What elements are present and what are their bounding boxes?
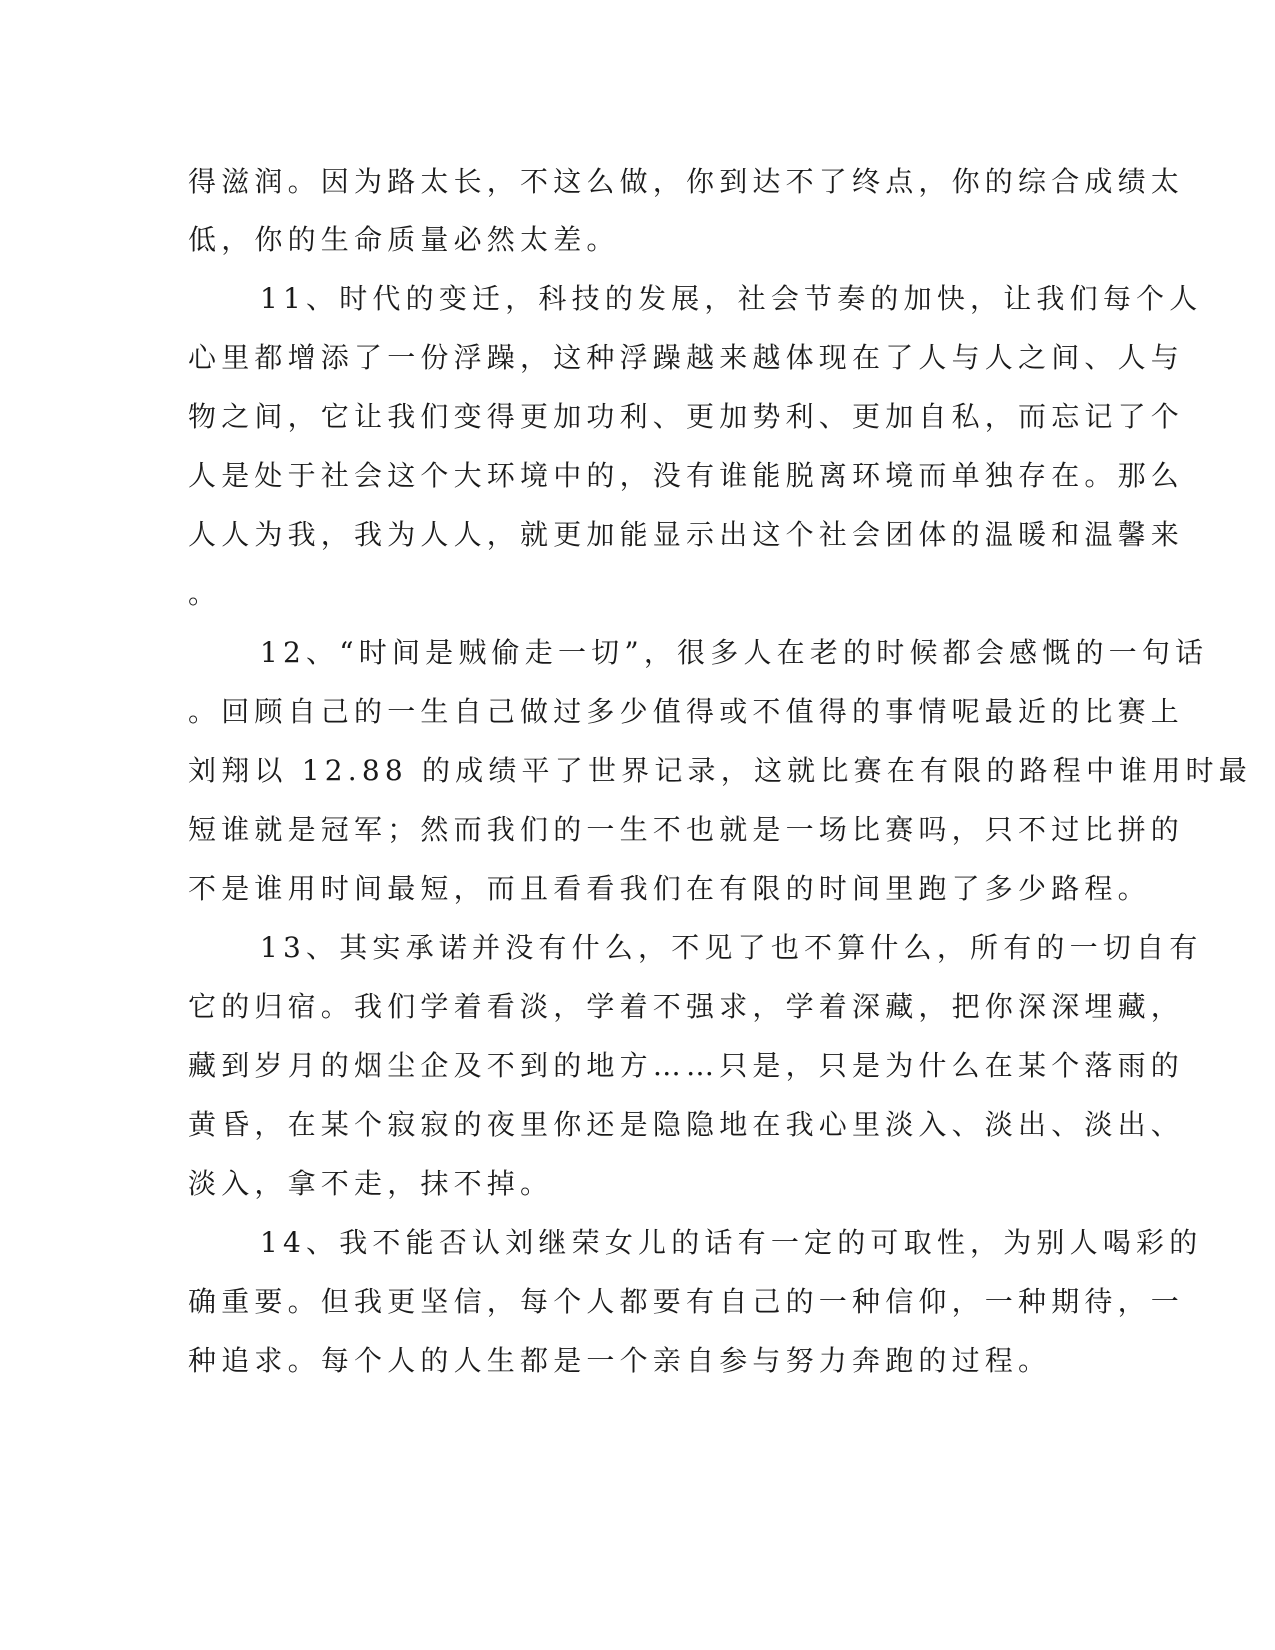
text-line: 。回顾自己的一生自己做过多少值得或不值得的事情呢最近的比赛上 bbox=[188, 695, 1185, 728]
text-line: 物之间，它让我们变得更加功利、更加势利、更加自私，而忘记了个 bbox=[188, 400, 1185, 433]
text-line: 藏到岁月的烟尘企及不到的地方……只是，只是为什么在某个落雨的 bbox=[188, 1049, 1185, 1082]
text-line: 心里都增添了一份浮躁，这种浮躁越来越体现在了人与人之间、人与 bbox=[188, 341, 1185, 374]
paragraph-first-line: 11、时代的变迁，科技的发展，社会节奏的加快，让我们每个人 bbox=[260, 282, 1203, 315]
text-line: 淡入，拿不走，抹不掉。 bbox=[188, 1167, 554, 1200]
text-line: 得滋润。因为路太长，不这么做，你到达不了终点，你的综合成绩太 bbox=[188, 165, 1185, 198]
paragraph-first-line: 13、其实承诺并没有什么，不见了也不算什么，所有的一切自有 bbox=[260, 931, 1203, 964]
text-line: 人人为我，我为人人，就更加能显示出这个社会团体的温暖和温馨来 bbox=[188, 518, 1185, 551]
text-line: 确重要。但我更坚信，每个人都要有自己的一种信仰，一种期待，一 bbox=[188, 1285, 1185, 1318]
paragraph-first-line: 14、我不能否认刘继荣女儿的话有一定的可取性，为别人喝彩的 bbox=[260, 1226, 1203, 1259]
text-line: 短谁就是冠军；然而我们的一生不也就是一场比赛吗，只不过比拼的 bbox=[188, 813, 1185, 846]
text-line: 人是处于社会这个大环境中的，没有谁能脱离环境而单独存在。那么 bbox=[188, 459, 1185, 492]
text-line: 黄昏，在某个寂寂的夜里你还是隐隐地在我心里淡入、淡出、淡出、 bbox=[188, 1108, 1185, 1141]
text-line: 刘翔以 12.88 的成绩平了世界记录，这就比赛在有限的路程中谁用时最 bbox=[188, 754, 1252, 787]
text-line: 低，你的生命质量必然太差。 bbox=[188, 223, 620, 256]
text-line: 它的归宿。我们学着看淡，学着不强求，学着深藏，把你深深埋藏， bbox=[188, 990, 1185, 1023]
text-line: 。 bbox=[188, 577, 222, 610]
paragraph-first-line: 12、“时间是贼偷走一切”，很多人在老的时候都会感慨的一句话 bbox=[260, 636, 1209, 669]
text-line: 种追求。每个人的人生都是一个亲自参与努力奔跑的过程。 bbox=[188, 1344, 1052, 1377]
text-line: 不是谁用时间最短，而且看看我们在有限的时间里跑了多少路程。 bbox=[188, 872, 1151, 905]
